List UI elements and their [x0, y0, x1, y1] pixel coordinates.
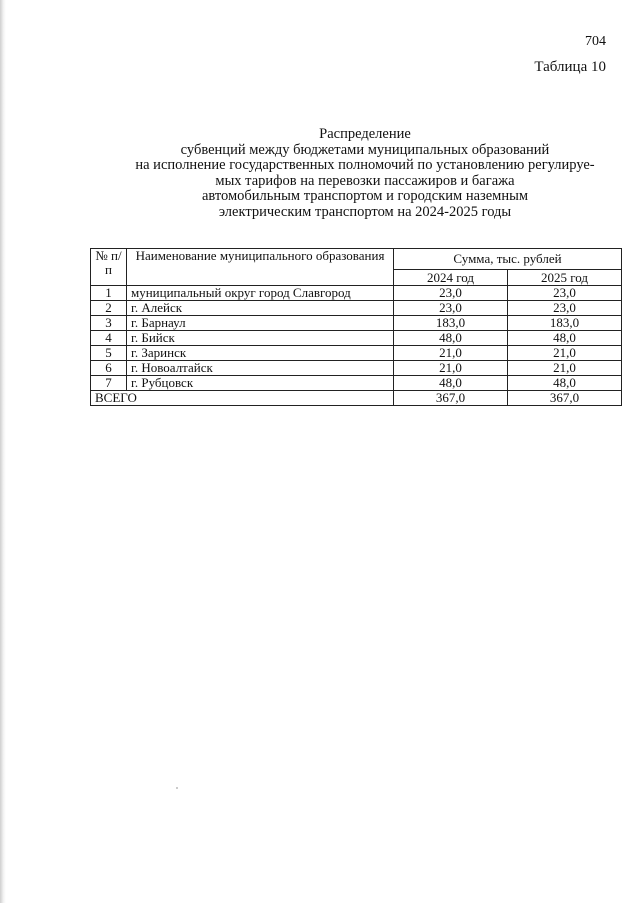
scan-speck [176, 787, 178, 789]
column-header-number: № п/п [91, 249, 127, 286]
municipality-name: г. Алейск [127, 301, 394, 316]
total-2025: 367,0 [508, 391, 622, 406]
municipality-name: г. Рубцовск [127, 376, 394, 391]
amount-2025: 21,0 [508, 346, 622, 361]
title-line: на исполнение государственных полномочий по установлению регулируе- [135, 157, 595, 174]
table-header-row [91, 249, 622, 270]
row-number: 2 [91, 301, 127, 316]
column-header-name: Наименование муниципального образования [127, 249, 394, 286]
amount-2024: 48,0 [394, 331, 508, 346]
row-number: 1 [91, 286, 127, 301]
column-header-2025: 2025 год [508, 270, 622, 286]
amount-2024: 21,0 [394, 361, 508, 376]
table-row [91, 301, 622, 316]
page-number: 704 [585, 34, 606, 49]
municipality-name: г. Барнаул [127, 316, 394, 331]
row-number: 3 [91, 316, 127, 331]
title-line: субвенций между бюджетами муниципальных образований [180, 141, 550, 158]
column-header-sum: Сумма, тыс. рублей [394, 249, 622, 270]
total-2024: 367,0 [394, 391, 508, 406]
table-row [91, 346, 622, 361]
table-row [91, 361, 622, 376]
amount-2025: 23,0 [508, 301, 622, 316]
title-line: автомобильным транспортом и городским наземным [201, 188, 529, 205]
municipality-name: г. Новоалтайск [127, 361, 394, 376]
amount-2025: 183,0 [508, 316, 622, 331]
row-number: 4 [91, 331, 127, 346]
municipality-name: г. Бийск [127, 331, 394, 346]
table-row [91, 376, 622, 391]
title-line: электрическим транспортом на 2024-2025 годы [218, 203, 512, 220]
title-line: Распределение [319, 126, 411, 142]
amount-2024: 21,0 [394, 346, 508, 361]
amount-2025: 48,0 [508, 376, 622, 391]
amount-2024: 23,0 [394, 301, 508, 316]
municipality-name: г. Заринск [127, 346, 394, 361]
title-line: мых тарифов на перевозки пассажиров и багажа [215, 172, 515, 189]
row-number: 5 [91, 346, 127, 361]
table-row [91, 331, 622, 346]
amount-2025: 48,0 [508, 331, 622, 346]
scan-left-edge-shadow [0, 0, 6, 903]
table-row [91, 316, 622, 331]
document-title [100, 127, 630, 221]
amount-2024: 48,0 [394, 376, 508, 391]
amount-2025: 23,0 [508, 286, 622, 301]
row-number: 6 [91, 361, 127, 376]
municipality-name: муниципальный округ город Славгород [127, 286, 394, 301]
amount-2024: 23,0 [394, 286, 508, 301]
table-label: Таблица 10 [534, 59, 606, 75]
row-number: 7 [91, 376, 127, 391]
amount-2025: 21,0 [508, 361, 622, 376]
column-header-2024: 2024 год [394, 270, 508, 286]
amount-2024: 183,0 [394, 316, 508, 331]
table-total-row [91, 391, 622, 406]
total-label: ВСЕГО [91, 391, 394, 406]
table-row [91, 286, 622, 301]
subvention-table [90, 248, 622, 406]
